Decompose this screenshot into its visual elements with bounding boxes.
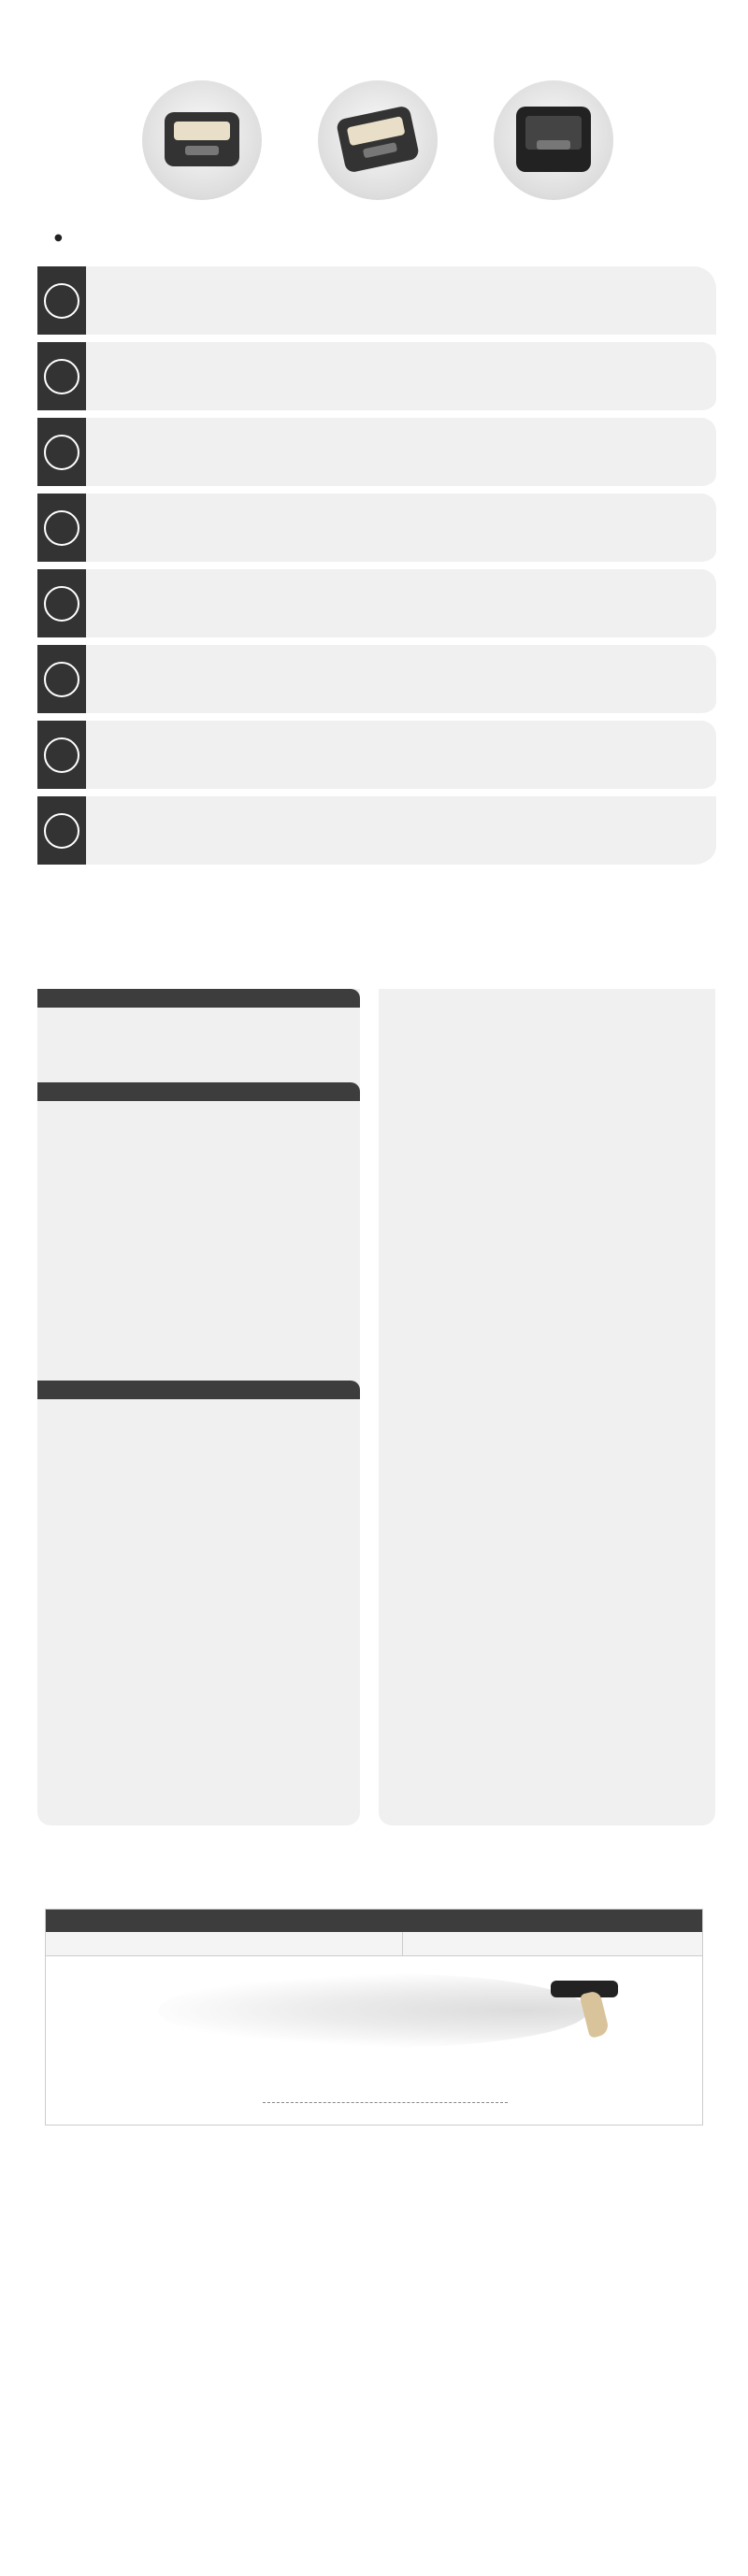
spec-row [37,1317,360,1331]
android-icon [44,359,79,394]
feature-row [37,721,716,793]
feature-icon-column [37,494,86,562]
spec-left-column [37,989,360,1825]
scanner-image [551,1975,626,2040]
spec-right-column [379,989,715,1825]
device-image [336,105,420,173]
spec-row [37,1163,360,1177]
feature-row [37,645,716,717]
feature-row [37,342,716,414]
ip64-icon [44,813,79,849]
impinj-icon [44,662,79,697]
spec-row [37,1205,360,1219]
gear-icon [44,510,79,546]
spec-value [163,1163,174,1177]
spec-row [37,1289,360,1303]
feature-icon-column [37,645,86,713]
feature-icon-column [37,342,86,410]
feature-row [37,418,716,490]
spec-row [37,1149,360,1163]
spec-row [37,1177,360,1191]
spec-row [37,1135,360,1149]
spec-row [37,1121,360,1135]
features-list [37,266,716,874]
feature-row [37,266,716,338]
gun-icon [44,737,79,773]
product-thumb-2 [318,80,438,200]
features-heading: ● [54,233,63,243]
spec-row [37,1027,360,1041]
spec-row [37,1275,360,1289]
spec-row [37,1359,360,1373]
spec-row [37,1345,360,1359]
size-label [46,1932,403,1955]
distance-line [263,2102,508,2103]
feature-row [37,569,716,641]
product-thumb-3 [494,80,613,200]
aircraft-icon [44,435,79,470]
spec-row [37,1107,360,1121]
spec-row [37,1055,360,1069]
config-params-header [37,1082,360,1101]
spec-row [37,1247,360,1261]
spec-row [37,1261,360,1275]
spec-row [37,1331,360,1345]
feature-icon-column [37,796,86,865]
product-thumb-1 [142,80,262,200]
feature-icon-column [37,721,86,789]
feature-icon-column [37,569,86,637]
feature-icon-column [37,418,86,486]
spec-row [37,1191,360,1205]
feature-row [37,494,716,565]
device-image [165,112,239,166]
performance-table [45,1909,703,2125]
spec-row [37,1233,360,1247]
beam-illustration [158,1973,588,2048]
performance-table-title [46,1910,702,1932]
chip-icon [44,283,79,319]
weight-label [403,1932,702,1955]
battery-icon [44,586,79,622]
spec-row [37,1041,360,1055]
spec-row [37,1405,360,1419]
device-image [516,107,591,172]
wireless-header [37,1381,360,1399]
feature-icon-column [37,266,86,335]
physical-params-header [37,989,360,1008]
spec-row [37,1013,360,1027]
spec-row [37,1303,360,1317]
spec-value [163,1219,174,1233]
spec-row [37,1219,360,1233]
feature-row [37,796,716,868]
